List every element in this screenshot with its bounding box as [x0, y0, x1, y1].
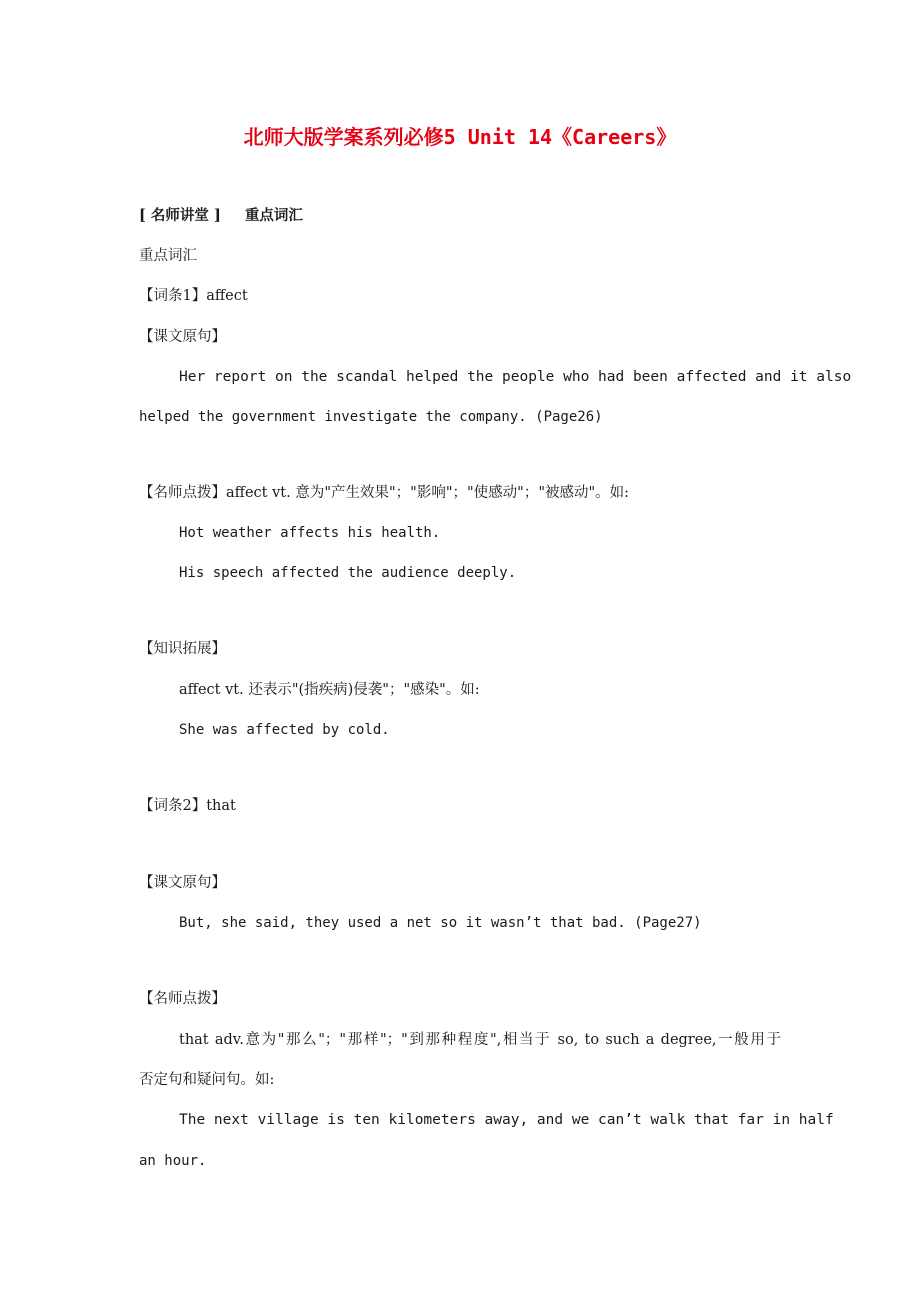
entry1-example2: His speech affected the audience deeply.	[179, 565, 517, 581]
entry1-example1: Hot weather affects his health.	[179, 525, 441, 541]
entry2-example-line1: The next village is ten kilometers away, and we can’t walk that far in half	[179, 1112, 834, 1128]
section-header-label: [ 名师讲堂 ]	[139, 207, 221, 224]
entry2-example-line2: an hour.	[139, 1153, 207, 1169]
section-header	[139, 206, 303, 226]
document-title: 北师大版学案系列必修5 Unit 14《Careers》	[243, 125, 677, 149]
entry2-tip-line2: 否定句和疑问句。如:	[139, 1072, 275, 1088]
entry1-extension-example: She was affected by cold.	[179, 722, 390, 738]
entry1-extension-label: 【知识拓展】	[139, 641, 226, 657]
subheading: 重点词汇	[139, 248, 197, 264]
entry1-label: 【词条1】affect	[139, 288, 248, 304]
entry1-original-line2: helped the government investigate the company. (Page26)	[139, 409, 603, 425]
entry2-label: 【词条2】that	[139, 798, 236, 814]
entry2-tip-line1: that adv.意为"那么"；"那样"；"到那种程度",相当于 so, to such a degree,一般用于	[179, 1032, 781, 1048]
entry2-tip-label: 【名师点拨】	[139, 991, 226, 1007]
entry1-tip: 【名师点拨】affect vt. 意为"产生效果"；"影响"；"使感动"；"被感动"。如:	[139, 485, 630, 501]
entry2-original-label: 【课文原句】	[139, 875, 226, 891]
section-header-topic: 重点词汇	[244, 207, 303, 224]
entry1-original-line1: Her report on the scandal helped the people who had been affected and it also	[179, 369, 852, 385]
entry1-original-label: 【课文原句】	[139, 329, 226, 345]
entry1-extension-text: affect vt. 还表示"(指疾病)侵袭"；"感染"。如:	[179, 682, 480, 698]
entry2-original-line: But, she said, they used a net so it wasn’t that bad. (Page27)	[179, 915, 702, 931]
